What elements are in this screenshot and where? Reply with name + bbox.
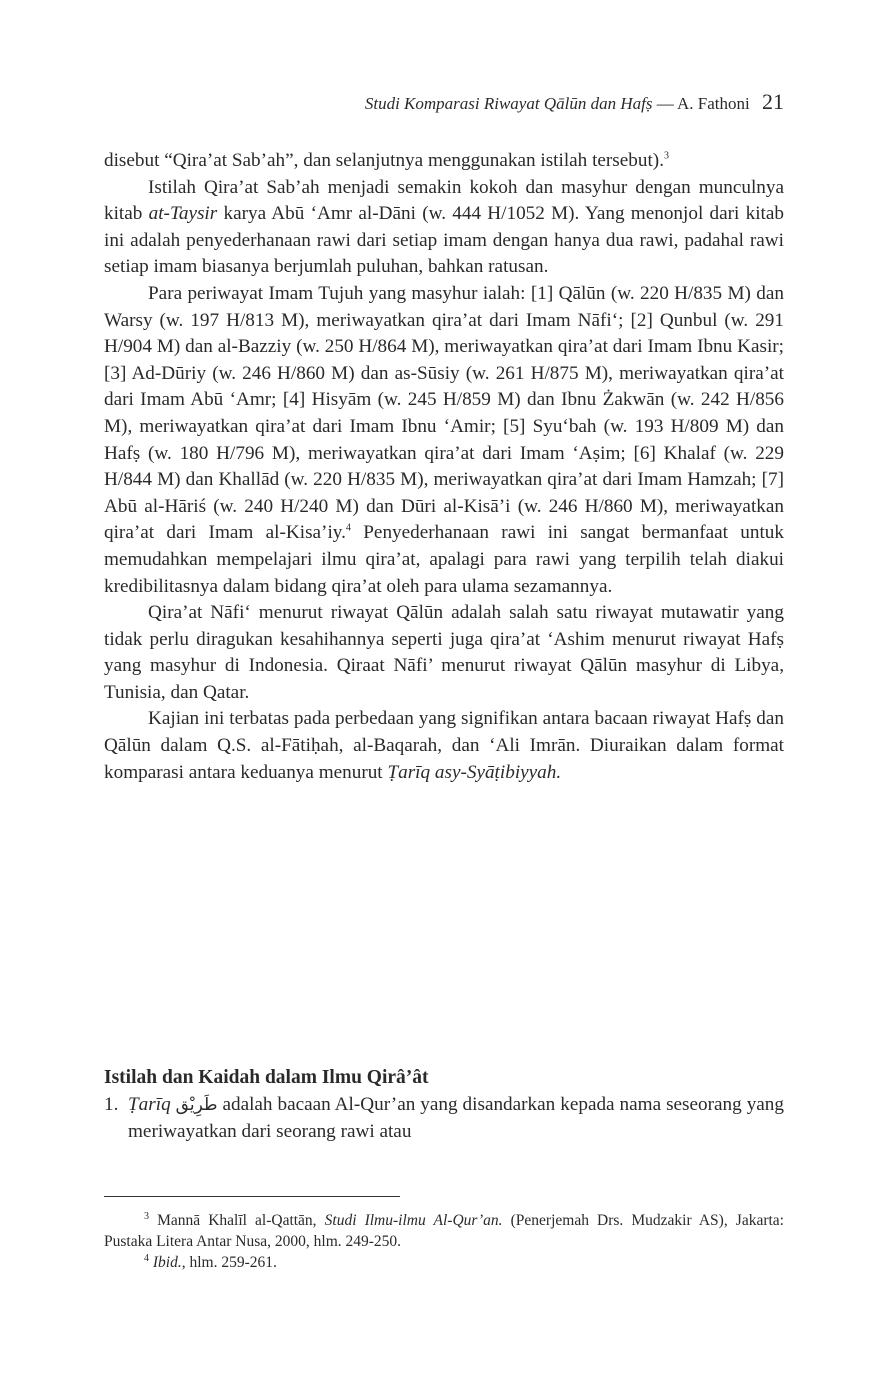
footnote-3-mark: 3 (144, 1210, 149, 1222)
list-item-content (128, 1092, 784, 1145)
paragraph-3 (104, 281, 784, 600)
paragraph-3-text-a: Para periwayat Imam Tujuh yang masyhur ialah: [1] Qālūn (w. 220 H/835 M) dan Warsy (w. 197 H/813 M), meriwayatkan qira’at dari Imam Nāfi‘; [2] Qunbul (w. 291 H/904 M) dan al-Bazziy (w. 250 H/864 M), meriwayatkan qira’at dari Imam Ibnu Kasir; [3] Ad-Dūriy (w. 246 H/860 M) dan as-Sūsiy (w. 261 H/875 M), meriwayatkan qira’at dari Imam Abū ‘Amr; [4] Hisyām (w. 245 H/859 M) dan Ibnu Żakwān (w. 242 H/856 M), meriwayatkan qira’at dari Imam Ibnu ‘Amir; [5] Syu‘bah (w. 193 H/809 M) dan Hafṣ (w. 180 H/796 M), meriwayatkan qira’at dari Imam ‘Aṣim; [6] Khalaf (w. 229 H/844 M) dan Khallād (w. 220 H/835 M), meriwayatkan qira’at dari Imam Hamzah; [7] Abū al-Hāriś (w. 240 H/240 M) dan Dūri al-Kisā’i (w. 246 H/860 M), meriwayatkan qira’at dari Imam al-Kisa’iy. (104, 282, 784, 544)
section-heading: Istilah dan Kaidah dalam Ilmu Qirâ’ât (104, 1067, 429, 1088)
footnote-ref-4[interactable]: 4 (345, 522, 351, 534)
paragraph-2-text-a: Istilah Qira’at Sab’ah menjadi semakin kokoh dan masyhur dengan munculnya kitab (104, 176, 784, 225)
footnote-divider (104, 1196, 400, 1197)
footnote-4-text: , hlm. 259-261. (181, 1254, 277, 1271)
paragraph-1-text: disebut “Qira’at Sab’ah”, dan selanjutnya menggunakan istilah tersebut). (104, 150, 664, 171)
footnote-3-title: Studi Ilmu-ilmu Al-Qur’an. (324, 1212, 503, 1229)
paragraph-5 (104, 706, 784, 786)
footnote-ref-3[interactable]: 3 (664, 150, 669, 162)
arabic-term: طَرِيْق (175, 1095, 218, 1115)
paragraph-4-text: Qira’at Nāfi‘ menurut riwayat Qālūn adalah salah satu riwayat mutawatir yang tidak perlu diragukan kesahihannya seperti juga qira’at ‘Ashim menurut riwayat Hafṣ yang masyhur di Indonesia. Qiraat Nāfi’ menurut riwayat Qālūn masyhur di Libya, Tunisia, dan Qatar. (104, 602, 784, 703)
list-item-text: adalah bacaan Al-Qur’an yang disandarkan kepada nama seseorang yang meriwayatkan dari seorang rawi atau (128, 1094, 784, 1142)
book-title-at-taysir: at-Taysir (148, 203, 218, 225)
paragraph-3-text-b: Penyederhanaan rawi ini sangat bermanfaat untuk memudahkan mempelajari ilmu qira’at, apalagi para rawi yang terpilih telah diakui kredibilitasnya dalam bidang qira’at oleh para ulama sezamannya. (104, 522, 784, 597)
footnote-3-text-a: Mannā Khalīl al-Qattān, (149, 1212, 325, 1229)
paragraph-5-text-a: Kajian ini terbatas pada perbedaan yang signifikan antara bacaan riwayat Hafṣ dan Qālūn dalam Q.S. al-Fātiḥah, al-Baqarah, dan ‘Ali Imrān. Diuraikan dalam format komparasi antara keduanya menurut (104, 708, 784, 783)
paragraph-4 (104, 600, 784, 706)
footnotes (104, 1210, 784, 1273)
footnote-3-text-b: (Penerjemah Drs. Mudzakir AS), Jakarta: Pustaka Litera Antar Nusa, 2000, hlm. 249-250. (104, 1212, 784, 1250)
page-number: 21 (762, 89, 784, 114)
list-item-1 (104, 1092, 784, 1145)
footnote-4 (104, 1252, 784, 1273)
paragraph-2-text-b: karya Abū ‘Amr al-Dāni (w. 444 H/1052 M). Yang menonjol dari kitab ini adalah penyederhanaan rawi dari setiap imam dengan hanya dua rawi, padahal rawi setiap imam biasanya berjumlah puluhan, bahkan ratusan. (104, 203, 784, 278)
list-item-number: 1. (104, 1094, 119, 1115)
tariq-term: Ṭarīq asy-Syāṭibiyyah. (387, 761, 562, 783)
footnote-4-mark: 4 (144, 1252, 149, 1264)
body-text (104, 148, 784, 786)
footnote-4-ibid: Ibid. (152, 1254, 182, 1271)
list-item-term: Ṭarīq (128, 1094, 171, 1115)
paragraph-2 (104, 175, 784, 281)
footnote-3 (104, 1210, 784, 1252)
running-head (104, 90, 784, 116)
paragraph-1 (104, 148, 784, 175)
running-head-author: — A. Fathoni (656, 94, 750, 113)
running-head-title: Studi Komparasi Riwayat Qālūn dan Hafṣ (364, 94, 653, 113)
